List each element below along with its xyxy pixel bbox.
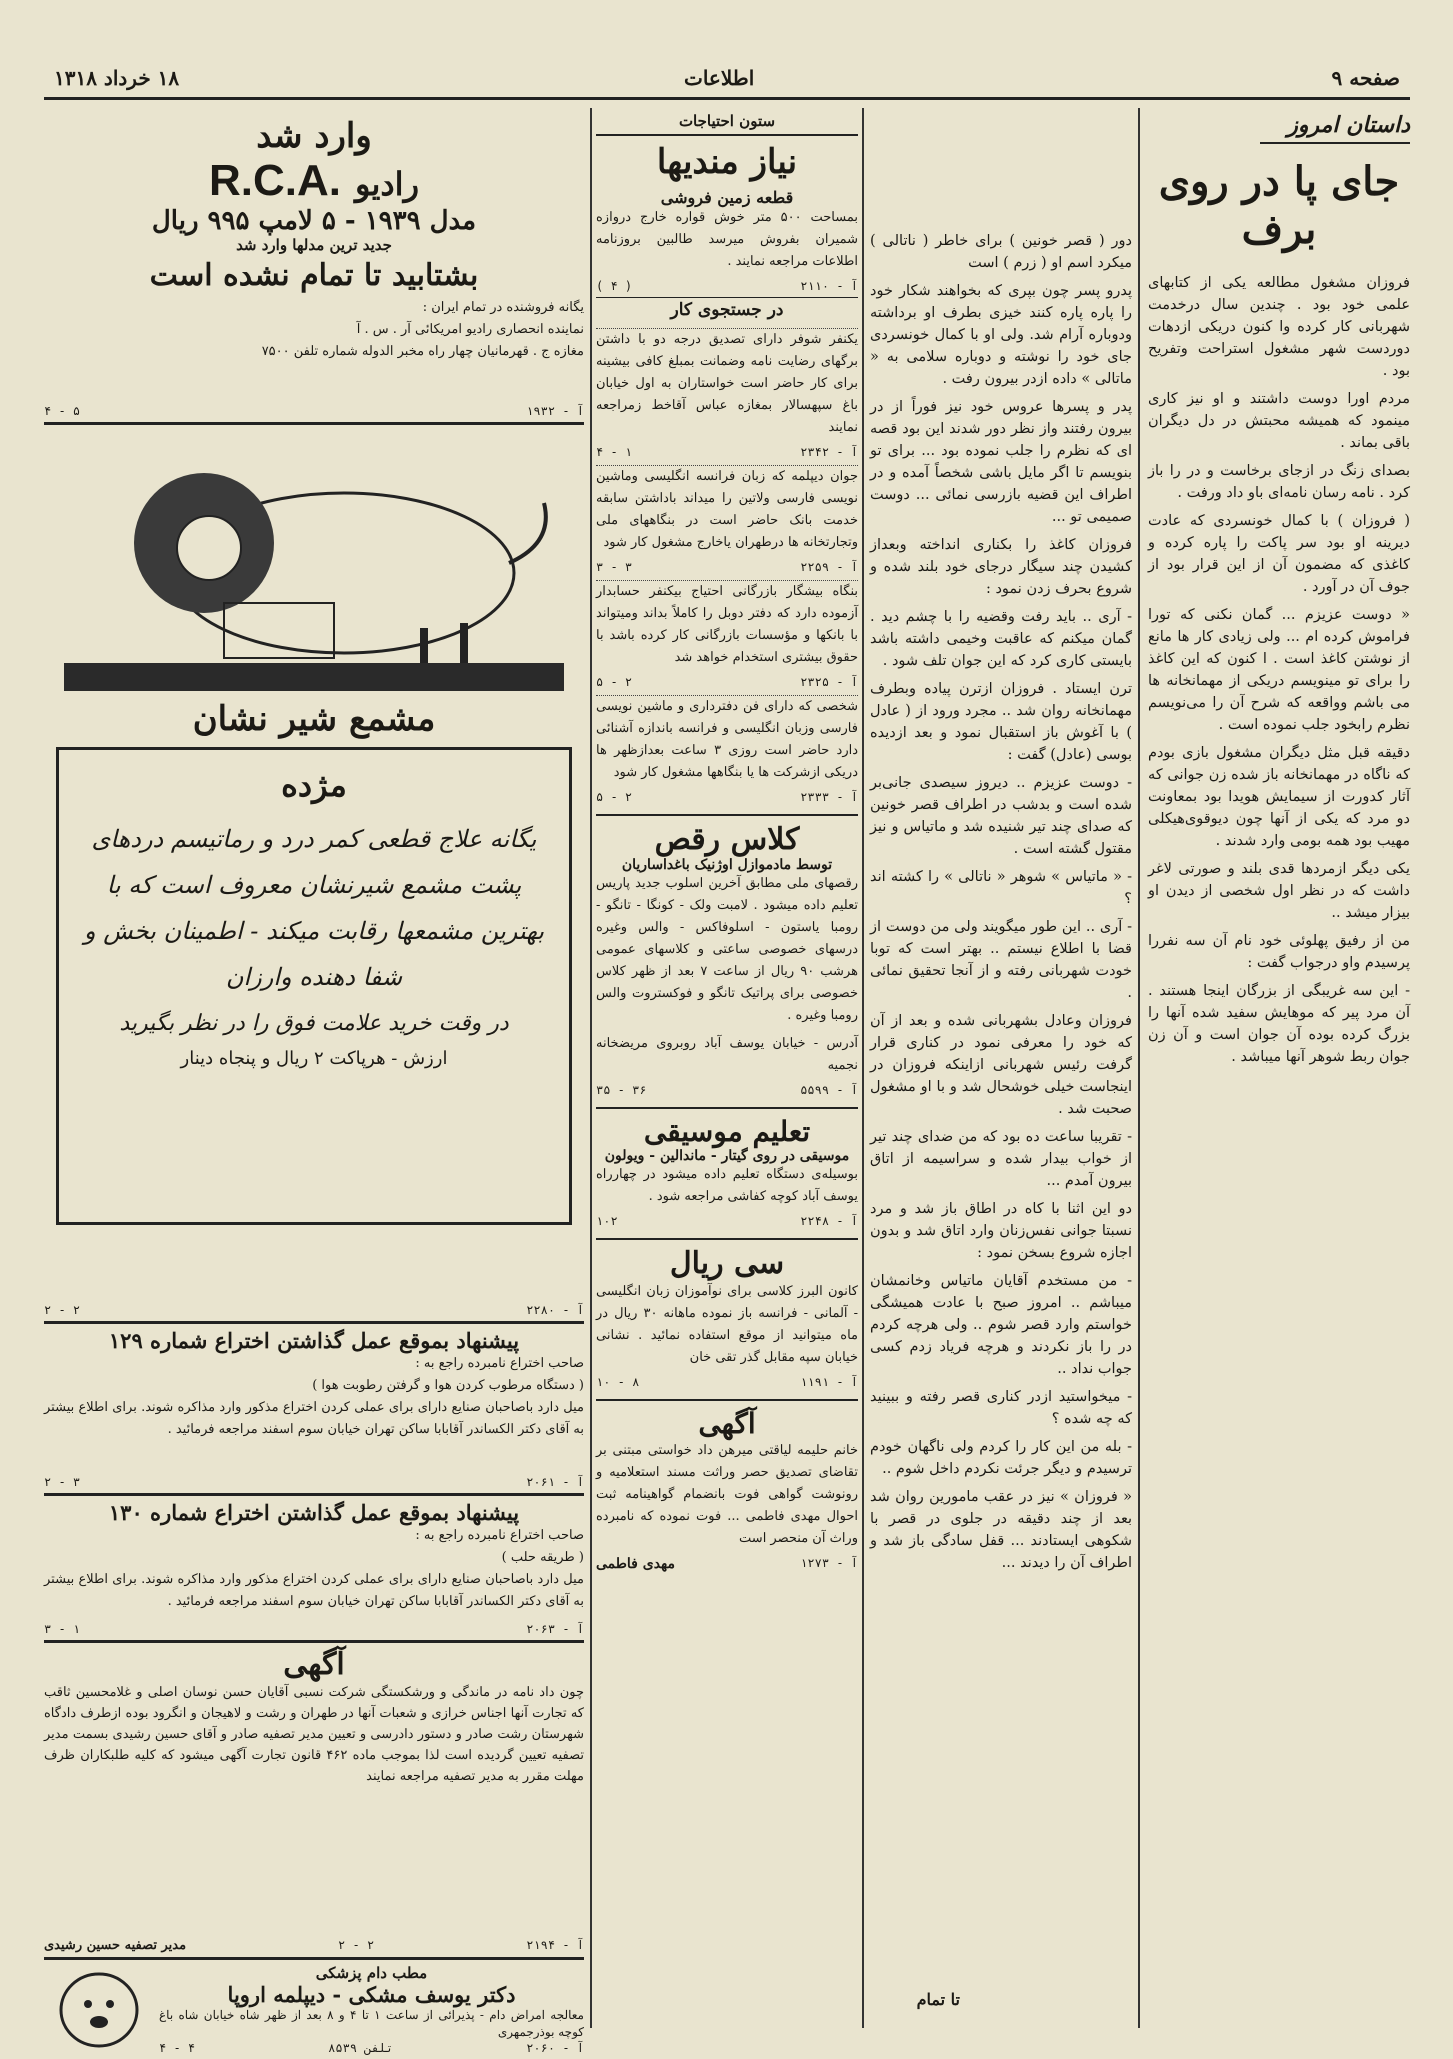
ad-code: آ - ۱۹۳۲: [526, 404, 584, 418]
ad-code: آ - ۲۰۶۱: [526, 1475, 584, 1489]
story-paragraph: فروزان وعادل بشهربانی شده و بعد از آن که خود را معرفی نمود در کناری قرار گرفت رئیس شهربانی ازاینکه فروزان در اینجاست خیلی خوشحال شد و با او مشغول صحبت شد .: [870, 1013, 1132, 1117]
ad-number: ۲ - ۵: [596, 675, 633, 689]
veterinary-ad: [44, 1960, 584, 2059]
lion-warning: در وقت خرید علامت فوق را در نظر بگیرید: [119, 1011, 509, 1036]
story-paragraph: - « ماتیاس » شوهر « ناتالی » را کشته اند ؟: [870, 869, 1132, 907]
land-sale-title: قطعه زمین فروشی: [660, 188, 794, 207]
jobs-title: در جستجوی کار: [596, 297, 858, 320]
patent-owner: صاحب اختراع نامبرده راجع به :: [415, 1528, 584, 1543]
ad-code: آ - ۲۱۹۴: [526, 1938, 584, 1952]
illustration-base: [64, 663, 564, 691]
column-rule: [1138, 108, 1140, 2028]
lion-price: ارزش - هرپاکت ۲ ریال و پنجاه دینار: [180, 1048, 448, 1069]
notice-signature: مدیر تصفیه حسین رشیدی: [44, 1938, 187, 1953]
rca-newest: جدید ترین مدلها وارد شد: [236, 236, 392, 254]
rca-arrived: وارد شد: [256, 116, 372, 156]
ad-number: ۱۰۲: [596, 1214, 618, 1228]
lion-message-box: [56, 747, 572, 1225]
story-paragraph: - آری .. باید رفت وقضیه را با چشم دید . گمان میکنم که عاقبت وخیمی داشته باشد بایستی کاری کرد که این جوان تلف شود .: [870, 609, 1132, 669]
story-paragraph: - میخواستید ازدر کناری قصر رفته و ببینید که چه شده ؟: [870, 1389, 1132, 1427]
dog-illustration: [44, 1960, 154, 2055]
ad-number: ۴ - ۴: [159, 2041, 196, 2055]
ad-code: آ - ۲۰۶۳: [526, 1622, 584, 1636]
thirty-rial-text: کانون البرز کلاسی برای نوآموزان زبان انگلیسی - آلمانی - فرانسه باز نموده ماهانه ۳۰ ریال در ماه میتوانید از موقع استفاده نمائید . نشانی خیابان سپه مقابل گذر تقی خان: [596, 1284, 858, 1365]
story-paragraph: - بله من این کار را کردم ولی ناگهان خودم ترسیدم و دیگر جرئت نکردم داخل شوم ..: [870, 1439, 1132, 1477]
paper-name: اطلاعات: [684, 66, 755, 90]
column-rule: [862, 108, 864, 2028]
story-paragraph: دور ( قصر خونین ) برای خاطر ( ناتالی ) میکرد اسم او ( زرم ) است: [870, 233, 1132, 271]
legal-notice: [596, 1399, 858, 1572]
vet-header: مطب دام پزشکی: [315, 1964, 428, 1982]
rca-hurry: بشتابید تا تمام نشده است: [149, 258, 479, 293]
land-sale-text: بمساحت ۵۰۰ متر خوش قواره خارج دروازه شمیران بفروش میرسد طالبین بروزنامه اطلاعات مراجعه نمایند .: [596, 210, 858, 269]
story-paragraph: - تقریبا ساعت ده بود که من ضدای چند تیر از خواب بیدار شده و سراسیمه از اتاق بیرون آمدم ...: [870, 1129, 1132, 1189]
story-column-2: [870, 230, 1132, 2020]
ad-number: ۱ - ۴: [596, 445, 633, 459]
classifieds-column: [596, 112, 858, 2022]
ad-number: ۳۶ - ۳۵: [596, 1083, 647, 1097]
lion-brand: مشمع شیر نشان: [192, 699, 436, 739]
ad-number: ( ۴ ): [596, 279, 633, 293]
story-end-mark: تا تمام: [916, 1990, 960, 2009]
rca-model: مدل ۱۹۳۹ - ۵ لامپ ۹۹۵ ریال: [151, 206, 477, 236]
ad-number: ۲ - ۲: [338, 1938, 375, 1952]
job-ad: [596, 465, 858, 574]
lion-body-text: یگانه علاج قطعی کمر درد و رماتیسم دردهای پشت مشمع شیرنشان معروف است که با بهترین مشمعها رقابت میکند - اطمینان بخش و شفا دهنده وارزان: [83, 825, 545, 991]
lion-plaster-ad: [44, 433, 584, 1324]
vet-phone: تلفن ۸۵۳۹: [328, 2041, 394, 2055]
story-paragraph: « فروزان » نیز در عقب مامورین روان شد بعد از چند دقیقه در جلوی در قصر با شکوهی ایستادند ... قفل سادگی باز شد و اطراف آن را دیدند ...: [870, 1489, 1132, 1571]
music-title: تعلیم موسیقی: [643, 1115, 811, 1148]
patent-owner: صاحب اختراع نامبرده راجع به :: [415, 1356, 584, 1371]
job-ad-text: جوان دیپلمه که زبان فرانسه انگلیسی وماشین نویسی فارسی ولاتین را میداند باداشتن سابقه خدمت بانک حاضر است در بنگاههای ملی وتجارتخانه ها درطهران یاخارج مشغول کار شود: [596, 469, 858, 550]
story-title: جای پا در روی برف: [1158, 158, 1400, 253]
music-subtitle: موسیقی در روی گیتار - ماندالین - ویولون: [604, 1148, 850, 1164]
story-paragraph: دقیقه قبل مثل دیگران مشغول بازی بودم که ناگاه در مهمانخانه باز شده زن جوانی که آثار کدورت از سیمایش هویدا بود بمعاونت دو مرد که یکی از آنها چون دیوقوی‌هیکلی مهیب بود همه بومی وارد شدند .: [1148, 745, 1410, 849]
column-rule: [590, 108, 592, 2028]
page-number: صفحه ۹: [1331, 66, 1400, 90]
classifieds-title: نیاز مندیها: [656, 142, 798, 182]
job-ad-text: یکنفر شوفر دارای تصدیق درجه دو با داشتن برگهای رضایت نامه وضمانت بمبلغ کافی بیشینه برای کار حاضر است خواستاران به اول خیابان باغ سپهسالار بمغازه عباس آقاخط زمراجعه نمایند: [596, 332, 858, 435]
ad-code: آ - ۲۳۲۵: [800, 675, 858, 689]
patent-text: میل دارد باصاحبان صنایع دارای برای عملی کردن اختراع مذکور وارد مذاکره شوند. برای اطلاع بیشتر به آقای دکتر الکساندر آقابابا ساکن تهران خیابان سوم اسفند مراجعه فرمائید .: [44, 1572, 584, 1609]
story-paragraph: من از رفیق پهلوئی خود نام آن سه نفررا پرسیدم واو درجواب گفت :: [1148, 933, 1410, 971]
job-ad: [596, 695, 858, 804]
job-ad-text: بنگاه بیشگار بازرگانی احتیاج بیکنفر حسابدار آزموده دارد که دفتر دوبل را کاملاً بداند ومیتواند با بانکها و مؤسسات بازرگانی کار کرده باشد با حقوق بیشتری استخدام خواهد شد: [596, 584, 858, 665]
story-column-1: [1148, 112, 1410, 2022]
lion-tail: [509, 503, 546, 563]
ad-number: ۸ - ۱۰: [596, 1375, 640, 1389]
ad-code: آ - ۱۱۹۱: [800, 1375, 858, 1389]
dance-class-ad: [596, 814, 858, 1097]
story-paragraph: - آری .. این طور میگویند ولی من دوست از قضا با اطلاع نیستم .. بهتر است که توبا خودت شهربانی رفته و از آنجا تحقیق نمائی .: [870, 919, 1132, 1001]
story-paragraph: ( فروزان ) با کمال خونسردی که عادت دیرینه او بود سر پاکت را پاره کرده و کاغذی که مضمون آن از این قرار بود از جوف آن در آورد .: [1148, 513, 1410, 595]
ad-code: آ - ۲۲۵۹: [800, 560, 858, 574]
vet-text: معالجه امراض دام - پذیرائی از ساعت ۱ تا ۴ و ۸ بعد از ظهر شاه خیابان شاه باغ کوچه بوذرجمهری: [159, 2008, 584, 2039]
masthead: [44, 60, 1410, 100]
patent-title: پیشنهاد بموقع عمل گذاشتن اختراع شماره ۱۲۹: [108, 1328, 520, 1353]
ad-number: ۳ - ۳: [596, 560, 633, 574]
story-paragraph: - این سه غریبگی از بزرگان اینجا هستند . آن مرد پیر که موهایش سفید شده آنها را بزرگ کرده بوده آن جوان است و آن زن جوان ربط شوهر آنها میباشد .: [1148, 983, 1410, 1065]
ad-code: آ - ۲۲۴۸: [800, 1214, 858, 1228]
ad-code: آ - ۲۱۱۰: [800, 279, 858, 293]
notice-signature: مهدی فاطمی: [596, 1556, 675, 1572]
ad-number: ۳ - ۲: [44, 1475, 81, 1489]
story-paragraph: بصدای زنگ در ازجای برخاست و در را باز کرد . نامه رسان نامه‌ای باو داد ورفت .: [1148, 463, 1410, 501]
story-paragraph: دو این اثنا با کاه در اطاق باز شد و مرد نسبتا جوانی نفس‌زنان وارد اتاق شد و بدون اجازه شروع بسخن نمود :: [870, 1201, 1132, 1261]
ad-code: آ - ۲۰۶۰: [526, 2041, 584, 2055]
vet-name: دکتر یوسف مشکی - دیپلمه اروپا: [227, 1982, 516, 2007]
ads-column: [44, 112, 584, 2055]
ad-code: آ - ۲۳۳۳: [800, 790, 858, 804]
story-paragraph: فروزان کاغذ را بکناری انداخته وبعداز کشیدن چند سیگار درجای خود بلند شده و شروع بحرف زدن نمود :: [870, 537, 1132, 597]
story-paragraph: پدر و پسرها عروس خود نیز فوراً از در بیرون رفتند واز نظر دور شدند این بود قصه ای که نظرم را جلب نموده بود ... برای تو بنویسم تا اگر مایل باشی شخصاً آمده و در اطراف این قضیه بازرسی نمائی ... دوست صمیمی تو ...: [870, 399, 1132, 525]
thirty-rial-ad: [596, 1238, 858, 1389]
ad-number: ۲ - ۲: [44, 1303, 81, 1317]
dog-head: [61, 1974, 137, 2046]
good-news: مژده: [281, 766, 347, 804]
rca-word: رادیو: [354, 165, 420, 203]
dance-text: رقصهای ملی مطابق آخرین اسلوب جدید پاریس تعلیم داده میشود . لامبت ولک - کونگا - تانگو - رومبا یاستون - اسلوفاکس - والس وغیره درسهای خصوصی ساعتی و کلاسهای عمومی هرشب ۹۰ ریال از ساعت ۷ بعد از ظهر کلاس خصوصی برای پراتیک تانگو و فوکستروت والس رومبا وغیره .: [596, 876, 858, 1023]
story-paragraph: « دوست عزیزم ... گمان نکنی که تورا فراموش کرده ام ... ولی زیادی کار ها مانع از نوشتن کاغذ است . ا کنون که این کاغذ را برای تو مینویسم دریکی از مهمانخانه ها می باشم وواقعه که شرح آن را می‌نویسم نظرم رابخود جلب نموده است .: [1148, 607, 1410, 733]
patent-130-ad: [44, 1496, 584, 1643]
dog-eye: [106, 2000, 114, 2008]
ad-code: آ - ۱۲۷۳: [800, 1556, 858, 1570]
rca-seller: یگانه فروشنده در تمام ایران :: [422, 300, 584, 315]
dog-eye: [84, 2000, 92, 2008]
job-ad-text: شخصی که دارای فن دفترداری و ماشین نویسی فارسی وزبان انگلیسی و فرانسه باندازه آشنائی دارد حاضر است روزی ۳ ساعت بعدازظهر ها دریکی ازشرکت ها یا بنگاهها مشغول کار شود: [596, 699, 858, 780]
story-kicker: داستان امروز: [1260, 112, 1410, 144]
ad-code: آ - ۲۲۸۰: [526, 1303, 584, 1317]
rca-brand: R.C.A.: [208, 156, 341, 205]
story-paragraph: یکی دیگر ازمردها قدی بلند و صورتی لاغر داشت که در نظر اول شخصی از دیدن او بیزار میشد ..: [1148, 861, 1410, 921]
story-paragraph: ترن ایستاد . فروزان ازترن پیاده وبطرف مهمانخانه روان شد .. مجرد ورود از ( عادل ) با آغوش باز استقبال نمود و بعد ازدیده بوسی (عادل) گفت :: [870, 681, 1132, 763]
patent-129-ad: [44, 1324, 584, 1496]
ad-number: ۵ - ۴: [44, 404, 81, 418]
patent-text: میل دارد باصاحبان صنایع دارای برای عملی کردن اختراع مذکور وارد مذاکره شوند. برای اطلاع بیشتر به آقای دکتر الکساندر آقابابا ساکن تهران خیابان سوم اسفند مراجعه فرمائید .: [44, 1400, 584, 1437]
lion-illustration: [44, 433, 584, 693]
story-paragraph: پدرو پسر چون بپری که بخواهند شکار خود را پاره پاره کنند خیزی بطرف او برداشته ودوباره آرام شد. ولی او با کمال خونسردی جای خود را نوشته و دوباره سلامی به « ماتالی » داده ازدر بیرون رفت .: [870, 283, 1132, 387]
classifieds-header: ستون احتیاجات: [596, 112, 858, 136]
notice-text: چون داد نامه در ماندگی و ورشکستگی شرکت نسبی آقایان حسن نوسان اصلی و غلامحسین ثاقب که تجارت آنها اجناس خرازی و شعبات آنها در طهران و رشت و لاهیجان و انگرود بوده ازطرف دادگاه شهرستان رشت صادر و دستور دادرسی و تعیین مدیر تصفیه صادر و آقای حسین رشیدی بسمت مدیر تصفیه تعیین گردیده است لذا بموجب ماده ۴۶۲ قانون تجارت آگهی میشود که کلیه طلبکاران ظرف مهلت مقرر به مدیر تصفیه مراجعه نمایند: [44, 1685, 584, 1784]
notice-title: آگهی: [283, 1647, 345, 1682]
job-ad: [596, 580, 858, 689]
notice-title: آگهی: [698, 1407, 756, 1440]
story-paragraph: فروزان مشغول مطالعه یکی از کتابهای علمی خود بود . چندین سال درخدمت شهربانی کار کرده وا کنون دریکی ازدهات دوردست شهر مشغول استراحت وتفریح بود .: [1148, 275, 1410, 379]
ad-number: ۲ - ۵: [596, 790, 633, 804]
dog-nose: [90, 2016, 108, 2028]
land-sale-ref: [596, 279, 858, 293]
child-face: [177, 516, 241, 580]
story-paragraph: مردم اورا دوست داشتند و او نیز کاری مینمود که همیشه محبتش در دل دیگران باقی بماند .: [1148, 391, 1410, 451]
job-ad: [596, 328, 858, 459]
rca-shop: مغازه ج . قهرمانیان چهار راه مخبر الدوله شماره تلفن ۷۵۰۰: [261, 344, 584, 359]
ad-code: آ - ۲۳۴۲: [800, 445, 858, 459]
patent-subject: ( طریقه حلب ): [501, 1550, 584, 1565]
rca-agent: نماینده انحصاری رادیو امریکائی آر . س . آ: [356, 322, 584, 337]
bankruptcy-notice: [44, 1643, 584, 1960]
dance-title: کلاس رقص: [654, 822, 800, 857]
issue-date: ۱۸ خرداد ۱۳۱۸: [54, 66, 180, 90]
music-ad: [596, 1107, 858, 1228]
plaster-packet: [224, 603, 334, 658]
dance-subtitle: توسط مادموازل اوژنیک باغداساریان: [621, 857, 833, 873]
ad-code: آ - ۵۵۹۹: [800, 1083, 858, 1097]
music-text: بوسیله‌ی دستگاه تعلیم داده میشود در چهارراه یوسف آباد کوچه کفاشی مراجعه شود .: [596, 1167, 858, 1204]
ad-number: ۱ - ۳: [44, 1622, 81, 1636]
notice-text: خانم حلیمه لیاقتی میرهن داد خواستی مبتنی بر تقاضای تصدیق حصر وراثت مسند استعلامیه و رونوشت گواهی فوت بانضمام گواهینامه ثبت احوال مهدی فاطمی ... فوت نموده که نامبرده وراث آن منحصر است: [596, 1443, 858, 1546]
rca-radio-ad: [44, 116, 584, 425]
rca-brand-line: [44, 156, 584, 206]
dance-address: آدرس - خیابان یوسف آباد روبروی مریضخانه نجمیه: [596, 1036, 858, 1073]
story-paragraph: - دوست عزیزم .. دیروز سیصدی جانی‌بر شده است و بدشب در اطراف قصر خونین که صدای چند تیر شنیده شد و ماتیاس و نیز مقتول گشته است .: [870, 775, 1132, 857]
patent-subject: ( دستگاه مرطوب کردن هوا و گرفتن رطوبت هوا ): [312, 1378, 584, 1393]
thirty-rial-title: سی ریال: [669, 1246, 785, 1281]
patent-title: پیشنهاد بموقع عمل گذاشتن اختراع شماره ۱۳۰: [108, 1500, 520, 1525]
story-paragraph: - من مستخدم آقایان ماتیاس وخانمشان میباشم .. امروز صبح با عادت همیشگی خواستم وارد قصر شوم .. ولی هرچه کردم در را باز نکردند و هرچه فریاد زدم کسی جواب نداد ..: [870, 1273, 1132, 1377]
